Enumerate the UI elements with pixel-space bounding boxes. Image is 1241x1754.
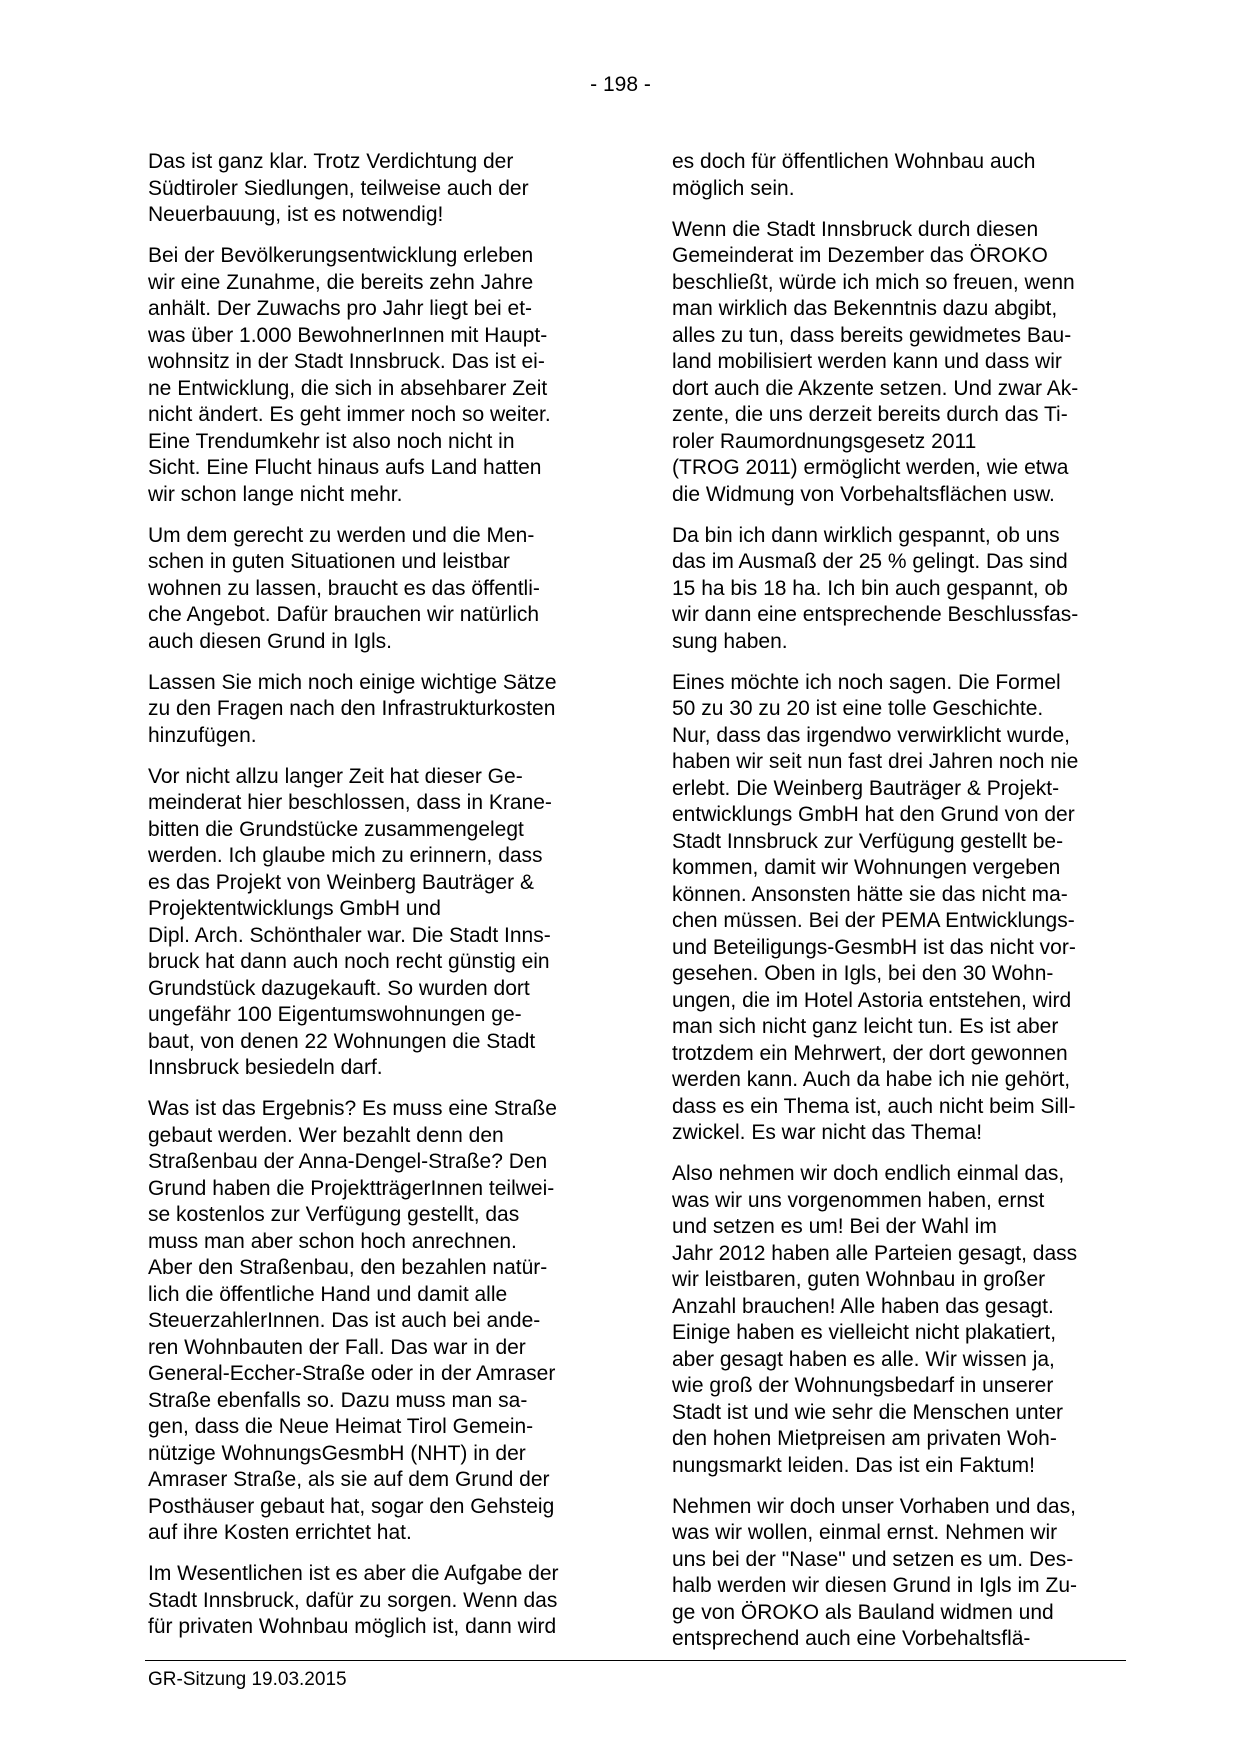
text-line: Anzahl brauchen! Alle haben das gesagt. <box>672 1294 1054 1318</box>
paragraph <box>148 764 602 1082</box>
paragraph <box>148 670 602 750</box>
text-line: Im Wesentlichen ist es aber die Aufgabe der <box>148 1562 559 1585</box>
text-line: nungsmarkt leiden. Das ist ein Faktum! <box>672 1453 1035 1477</box>
text-line: Um dem gerecht zu werden und die Men- <box>148 523 535 547</box>
text-line: muss man aber schon hoch anrechnen. <box>148 1229 517 1253</box>
text-line: General-Eccher-Straße oder in der Amraser <box>148 1362 556 1385</box>
text-line: Projektentwicklungs GmbH und <box>148 897 441 920</box>
paragraph <box>148 1561 602 1641</box>
text-line: man wirklich das Bekenntnis dazu abgibt, <box>672 297 1058 320</box>
text-line: ren Wohnbauten der Fall. Das war in der <box>148 1335 526 1359</box>
text-line: ne Entwicklung, die sich in absehbarer Zeit <box>148 376 548 400</box>
text-line: Das ist ganz klar. Trotz Verdichtung der <box>148 150 514 173</box>
paragraph <box>672 523 1126 656</box>
text-line: Neuerbauung, ist es notwendig! <box>148 203 444 226</box>
text-line: Grundstück dazugekauft. So wurden dort <box>148 976 530 1000</box>
text-line: zente, die uns derzeit bereits durch das Ti- <box>672 403 1068 426</box>
text-line: Innsbruck besiedeln darf. <box>148 1056 383 1079</box>
text-line: wir dann eine entsprechende Beschlussfas- <box>672 603 1079 626</box>
text-line: Lassen Sie mich noch einige wichtige Sätze <box>148 670 557 694</box>
text-line: werden kann. Auch da habe ich nie gehört, <box>672 1068 1071 1091</box>
text-line: (TROG 2011) ermöglicht werden, wie etwa <box>672 456 1069 479</box>
text-line: Straße ebenfalls so. Dazu muss man sa- <box>148 1388 528 1412</box>
text-line: wie groß der Wohnungsbedarf in unserer <box>672 1374 1054 1397</box>
text-line: das im Ausmaß der 25 % gelingt. Das sind <box>672 550 1068 573</box>
text-line: land mobilisiert werden kann und dass wir <box>672 350 1062 373</box>
left-column <box>148 149 602 1655</box>
text-line: die Widmung von Vorbehaltsflächen usw. <box>672 482 1055 506</box>
text-line: gen, dass die Neue Heimat Tirol Gemein- <box>148 1415 534 1438</box>
text-line: SteuerzahlerInnen. Das ist auch bei ande- <box>148 1309 541 1332</box>
text-line: beschließt, würde ich mich so freuen, wenn <box>672 270 1075 294</box>
text-line: Grund haben die ProjektträgerInnen teilwei- <box>148 1176 555 1200</box>
text-line: zwickel. Es war nicht das Thema! <box>672 1121 983 1144</box>
text-line: Da bin ich dann wirklich gespannt, ob uns <box>672 523 1060 547</box>
text-line: Einige haben es vielleicht nicht plakatiert, <box>672 1321 1057 1344</box>
text-line: gebaut werden. Wer bezahlt denn den <box>148 1123 504 1147</box>
text-line: Eine Trendumkehr ist also noch nicht in <box>148 429 515 453</box>
text-line: meinderat hier beschlossen, dass in Krane- <box>148 791 552 814</box>
text-line: chen müssen. Bei der PEMA Entwicklungs- <box>672 909 1075 932</box>
text-line: dort auch die Akzente setzen. Und zwar Ak- <box>672 376 1079 400</box>
text-line: se kostenlos zur Verfügung gestellt, das <box>148 1203 520 1226</box>
text-line: man sich nicht ganz leicht tun. Es ist aber <box>672 1015 1059 1038</box>
text-line: wohnsitz in der Stadt Innsbruck. Das ist ei- <box>148 350 545 373</box>
text-line: 50 zu 30 zu 20 ist eine tolle Geschichte. <box>672 697 1044 720</box>
text-line: hinzufügen. <box>148 723 257 747</box>
text-line: Dipl. Arch. Schönthaler war. Die Stadt Inns- <box>148 923 551 947</box>
text-line: wir eine Zunahme, die bereits zehn Jahre <box>148 270 534 294</box>
text-line: Nehmen wir doch unser Vorhaben und das, <box>672 1494 1076 1518</box>
text-line: entwicklungs GmbH hat den Grund von der <box>672 803 1075 826</box>
paragraph <box>148 1096 602 1547</box>
text-line: Jahr 2012 haben alle Parteien gesagt, dass <box>672 1241 1078 1265</box>
text-line: nützige WohnungsGesmbH (NHT) in der <box>148 1441 526 1465</box>
text-line: uns bei der "Nase" und setzen es um. Des- <box>672 1547 1074 1571</box>
paragraph <box>672 149 1126 202</box>
paragraph <box>148 149 602 229</box>
footer-divider <box>145 1660 1126 1661</box>
text-line: schen in guten Situationen und leistbar <box>148 550 510 573</box>
text-line: und setzen es um! Bei der Wahl im <box>672 1215 997 1238</box>
text-line: Südtiroler Siedlungen, teilweise auch der <box>148 176 529 200</box>
text-line: kommen, damit wir Wohnungen vergeben <box>672 856 1061 879</box>
text-line: ge von ÖROKO als Bauland widmen und <box>672 1600 1054 1624</box>
paragraph <box>672 670 1126 1147</box>
text-line: möglich sein. <box>672 176 795 200</box>
text-line: Straßenbau der Anna-Dengel-Straße? Den <box>148 1150 548 1173</box>
text-line: sung haben. <box>672 629 788 653</box>
text-line: auch diesen Grund in Igls. <box>148 629 392 653</box>
paragraph <box>672 1161 1126 1479</box>
text-line: entsprechend auch eine Vorbehaltsflä- <box>672 1627 1031 1650</box>
text-line: Stadt Innsbruck zur Verfügung gestellt be- <box>672 829 1064 853</box>
text-line: wir schon lange nicht mehr. <box>148 482 403 506</box>
text-line: für privaten Wohnbau möglich ist, dann wird <box>148 1615 557 1638</box>
text-line: und Beteiligungs-GesmbH ist das nicht vor- <box>672 935 1076 959</box>
text-line: erlebt. Die Weinberg Bauträger & Projekt- <box>672 776 1060 800</box>
text-line: dass es ein Thema ist, auch nicht beim Sill- <box>672 1094 1076 1118</box>
text-line: ungefähr 100 Eigentumswohnungen ge- <box>148 1003 522 1026</box>
text-line: Wenn die Stadt Innsbruck durch diesen <box>672 217 1039 241</box>
text-line: Gemeinderat im Dezember das ÖROKO <box>672 244 1048 267</box>
text-line: anhält. Der Zuwachs pro Jahr liegt bei et- <box>148 297 533 320</box>
page-number: - 198 - <box>590 73 651 96</box>
text-line: roler Raumordnungsgesetz 2011 <box>672 429 977 453</box>
text-line: che Angebot. Dafür brauchen wir natürlich <box>148 603 540 626</box>
text-line: den hohen Mietpreisen am privaten Woh- <box>672 1427 1057 1450</box>
paragraph <box>148 523 602 656</box>
paragraph <box>672 1494 1126 1653</box>
text-line: halb werden wir diesen Grund in Igls im Zu- <box>672 1574 1078 1597</box>
text-line: zu den Fragen nach den Infrastrukturkosten <box>148 697 556 720</box>
text-line: was wir uns vorgenommen haben, ernst <box>672 1188 1045 1212</box>
text-line: Posthäuser gebaut hat, sogar den Gehsteig <box>148 1494 555 1518</box>
text-line: Also nehmen wir doch endlich einmal das, <box>672 1162 1065 1185</box>
text-line: Stadt Innsbruck, dafür zu sorgen. Wenn das <box>148 1588 558 1612</box>
text-line: Sicht. Eine Flucht hinaus aufs Land hatten <box>148 456 542 479</box>
text-line: Amraser Straße, als sie auf dem Grund der <box>148 1468 550 1491</box>
paragraph <box>672 217 1126 509</box>
text-line: Bei der Bevölkerungsentwicklung erleben <box>148 244 534 267</box>
text-line: baut, von denen 22 Wohnungen die Stadt <box>148 1029 536 1053</box>
text-line: bruck hat dann auch noch recht günstig ein <box>148 950 550 973</box>
text-line: gesehen. Oben in Igls, bei den 30 Wohn- <box>672 962 1054 985</box>
text-line: Aber den Straßenbau, den bezahlen natür- <box>148 1256 548 1279</box>
text-line: es das Projekt von Weinberg Bauträger & <box>148 870 534 894</box>
text-line: 15 ha bis 18 ha. Ich bin auch gespannt, ob <box>672 576 1068 600</box>
text-line: nicht ändert. Es geht immer noch so weiter. <box>148 403 551 426</box>
text-line: können. Ansonsten hätte sie das nicht ma- <box>672 882 1068 906</box>
paragraph <box>148 243 602 508</box>
text-line: wohnen zu lassen, braucht es das öffentli- <box>148 576 540 600</box>
footer-session-date: GR-Sitzung 19.03.2015 <box>148 1669 347 1690</box>
text-line: Vor nicht allzu langer Zeit hat dieser Ge- <box>148 764 523 788</box>
text-line: lich die öffentliche Hand und damit alle <box>148 1282 508 1306</box>
text-line: was wir wollen, einmal ernst. Nehmen wir <box>672 1521 1058 1544</box>
right-column <box>672 149 1126 1667</box>
text-line: haben wir seit nun fast drei Jahren noch nie <box>672 750 1079 773</box>
text-line: aber gesagt haben es alle. Wir wissen ja, <box>672 1347 1055 1371</box>
text-line: trotzdem ein Mehrwert, der dort gewonnen <box>672 1041 1068 1065</box>
text-line: werden. Ich glaube mich zu erinnern, dass <box>148 844 543 867</box>
text-line: bitten die Grundstücke zusammengelegt <box>148 817 524 841</box>
text-line: alles zu tun, dass bereits gewidmetes Bau- <box>672 323 1072 347</box>
text-line: wir leistbaren, guten Wohnbau in großer <box>672 1268 1046 1291</box>
text-line: es doch für öffentlichen Wohnbau auch <box>672 150 1036 173</box>
text-line: Eines möchte ich noch sagen. Die Formel <box>672 670 1061 694</box>
text-line: ungen, die im Hotel Astoria entstehen, wird <box>672 988 1072 1012</box>
text-line: was über 1.000 BewohnerInnen mit Haupt- <box>148 323 548 347</box>
text-line: auf ihre Kosten errichtet hat. <box>148 1521 412 1544</box>
text-line: Was ist das Ergebnis? Es muss eine Straße <box>148 1097 557 1120</box>
text-line: Stadt ist und wie sehr die Menschen unter <box>672 1400 1064 1424</box>
text-line: Nur, dass das irgendwo verwirklicht wurde, <box>672 723 1070 747</box>
